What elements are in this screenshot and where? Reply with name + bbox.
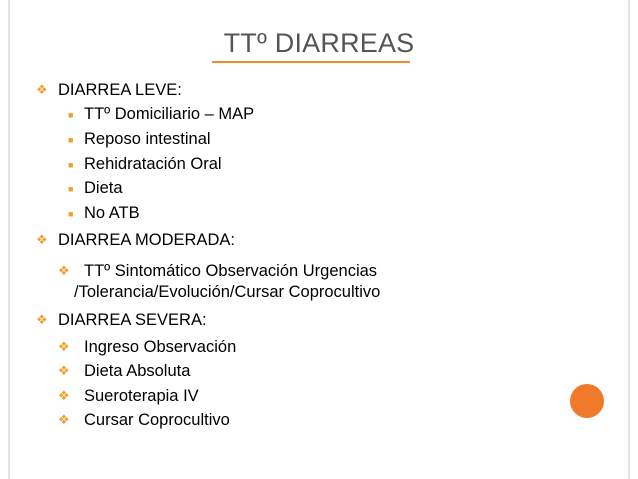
bullet-text: TTº Domiciliario – MAP — [84, 105, 255, 123]
slide-frame-right — [628, 0, 630, 479]
slide-frame-left — [8, 0, 10, 479]
ornate-bullet-icon: ❖ — [36, 82, 48, 97]
ornate-bullet-icon: ❖ — [36, 312, 48, 327]
bullet-text: Ingreso Observación — [84, 338, 237, 356]
accent-circle — [570, 384, 604, 418]
square-bullet-icon: ■ — [68, 184, 74, 194]
bullet-text: Rehidratación Oral — [84, 155, 222, 173]
ornate-bullet-icon: ❖ — [36, 232, 48, 247]
ornate-bullet-icon: ❖ — [58, 363, 70, 378]
ornate-bullet-icon: ❖ — [58, 412, 70, 427]
bullet-text: Reposo intestinal — [84, 130, 211, 148]
bullet-text: /Tolerancia/Evolución/Cursar Coprocultivo — [74, 283, 381, 301]
bullet-text: No ATB — [84, 204, 140, 222]
ornate-bullet-icon: ❖ — [58, 263, 70, 278]
square-bullet-icon: ■ — [68, 209, 74, 219]
ornate-bullet-icon: ❖ — [58, 388, 70, 403]
ornate-bullet-icon: ❖ — [58, 339, 70, 354]
slide-title: TTº DIARREAS — [223, 28, 415, 58]
square-bullet-icon: ■ — [68, 160, 74, 170]
bullet-text: Cursar Coprocultivo — [84, 411, 230, 429]
bullet-text: DIARREA MODERADA: — [58, 231, 235, 249]
bullet-text: Dieta — [84, 179, 123, 197]
bullet-text: Dieta Absoluta — [84, 362, 191, 380]
bullet-text: DIARREA SEVERA: — [58, 311, 207, 329]
bullet-text: DIARREA LEVE: — [58, 81, 182, 99]
title-underline — [212, 61, 410, 63]
square-bullet-icon: ■ — [68, 110, 74, 120]
bullet-text: TTº Sintomático Observación Urgencias — [84, 262, 378, 280]
square-bullet-icon: ■ — [68, 135, 74, 145]
bullet-text: Sueroterapia IV — [84, 387, 199, 405]
